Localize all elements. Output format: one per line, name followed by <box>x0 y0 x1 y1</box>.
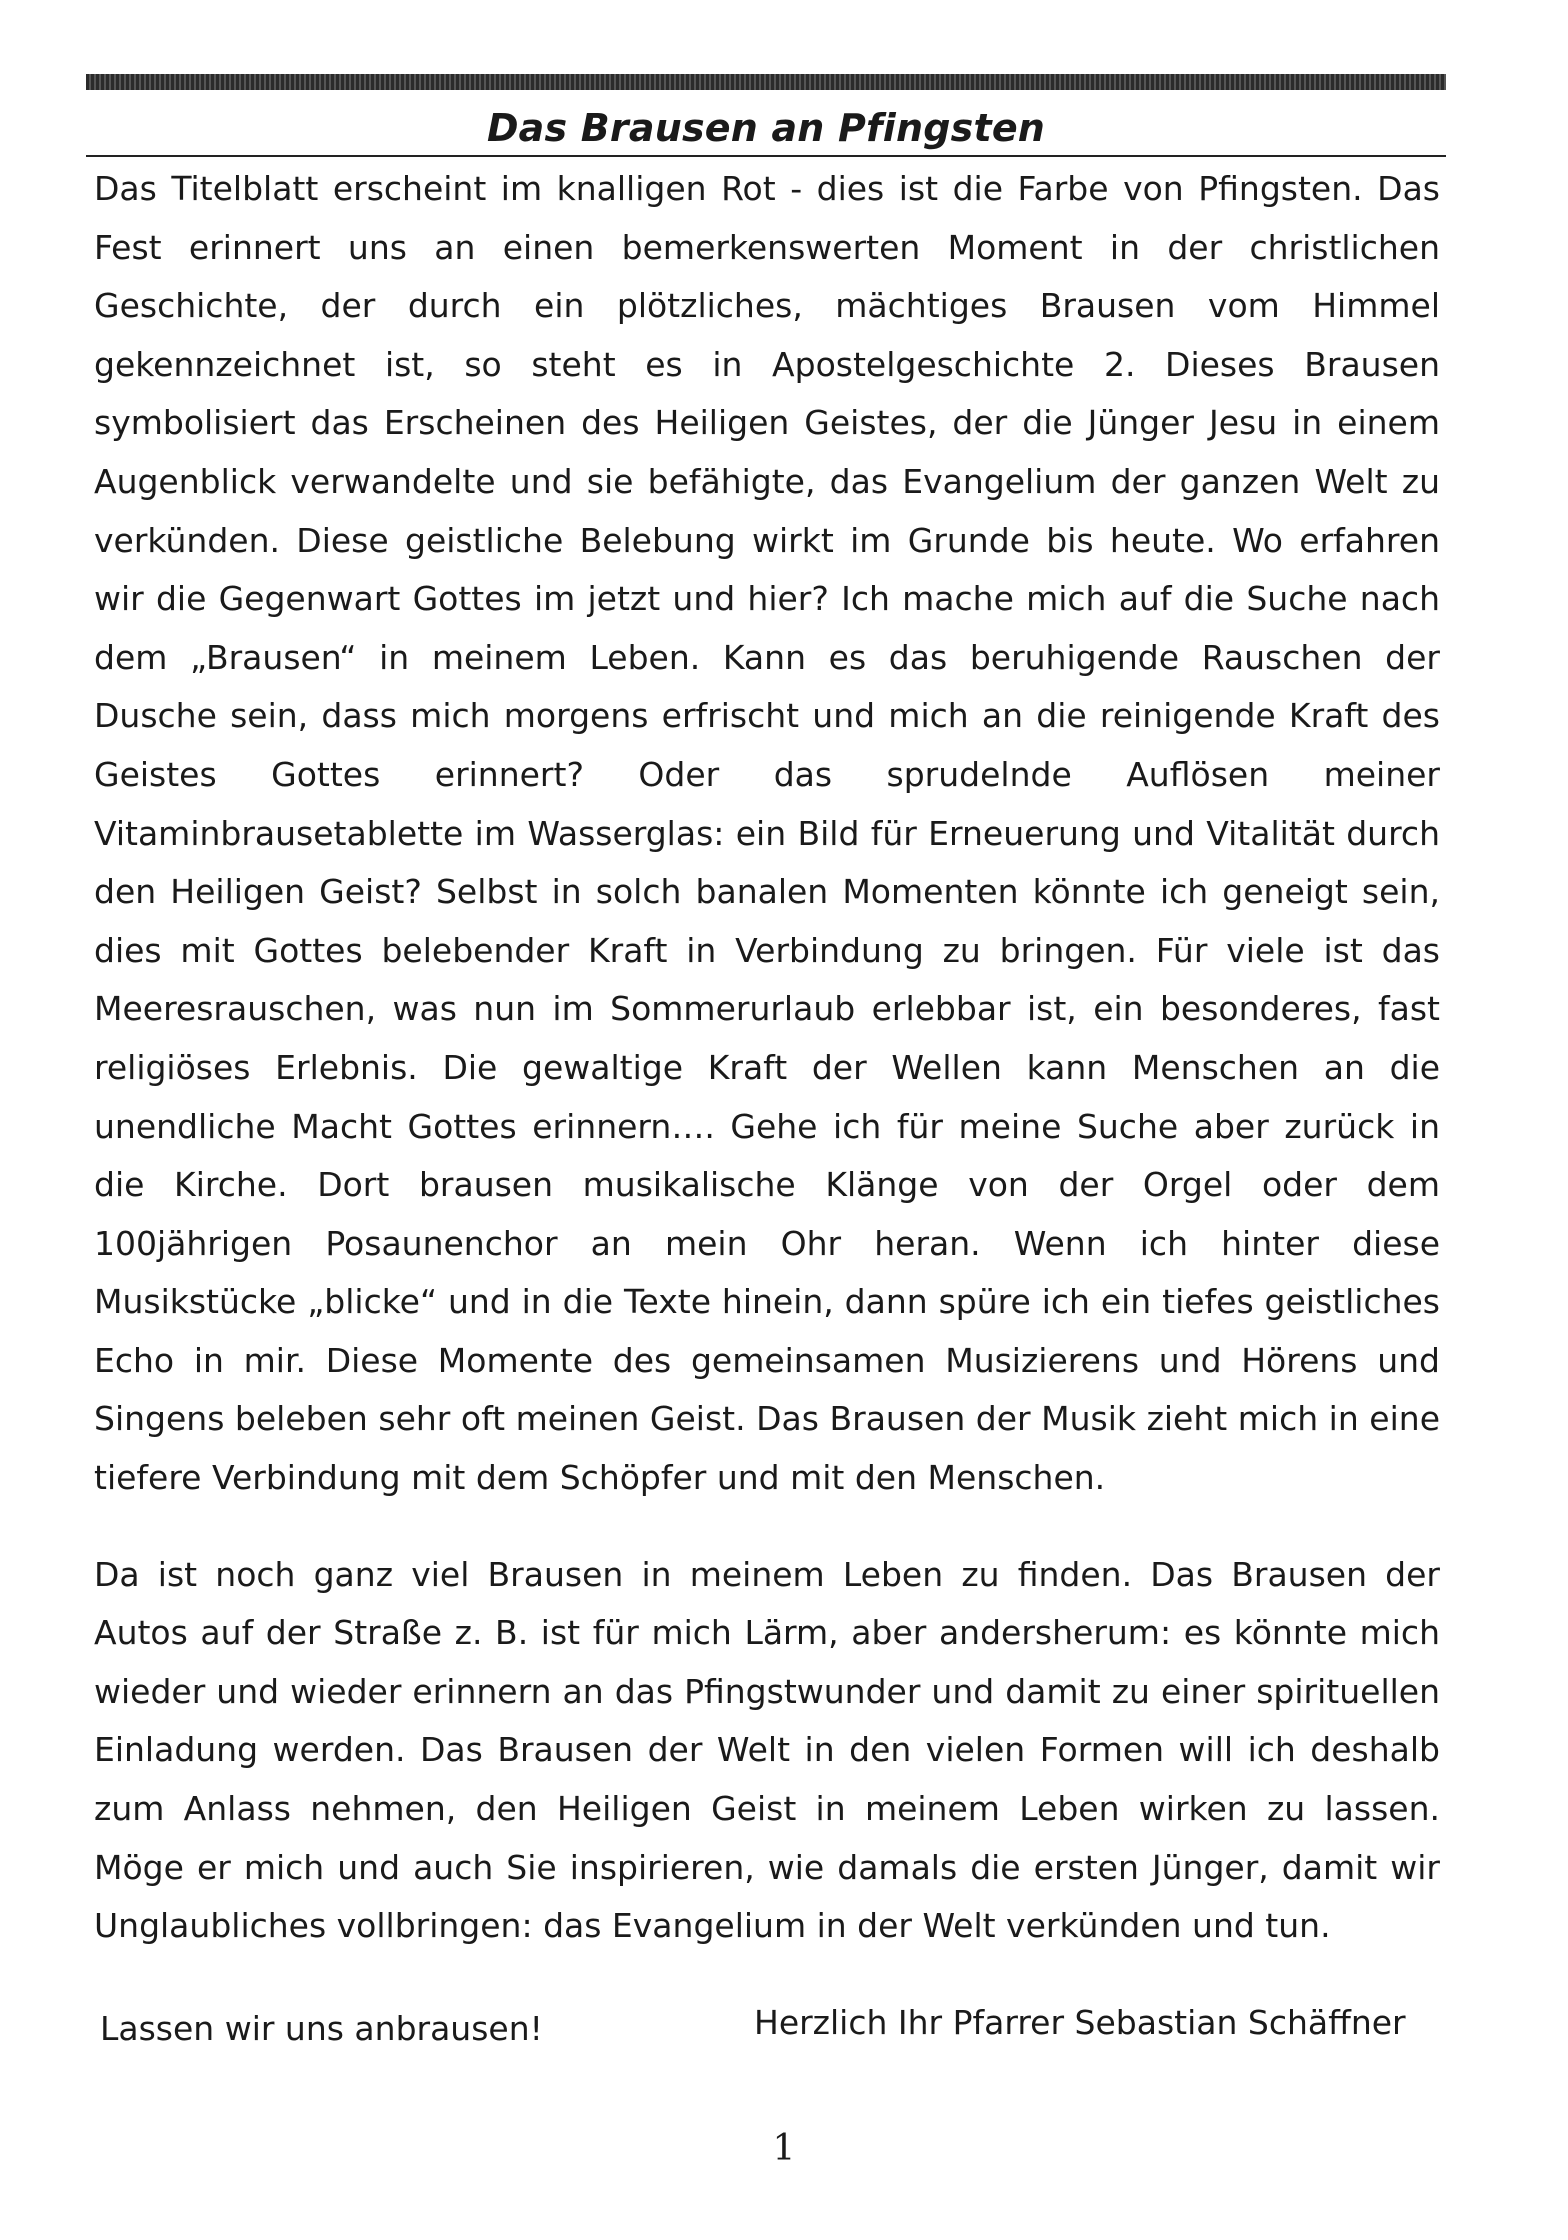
title-underline <box>86 155 1446 157</box>
closing-exclamation: Lassen wir uns anbrausen! <box>100 2009 543 2048</box>
paragraph-1: Das Titelblatt erscheint im knalligen Rot - dies ist die Farbe von Pfingsten. Das Fest erinnert uns an einen bemerkenswerten Moment in der christlichen Geschichte, der durch ein plötzliches, mächtiges Brausen vom Himmel gekennzeichnet ist, so steht es in Apostelgeschichte 2. Dieses Brausen symbolisiert das Erscheinen des Heiligen Geistes, der die Jünger Jesu in einem Augenblick verwandelte und sie befähigte, das Evangelium der ganzen Welt zu verkünden. Diese geistliche Belebung wirkt im Grunde bis heute. Wo erfahren wir die Gegenwart Gottes im jetzt und hier? Ich mache mich auf die Suche nach dem „Brausen“ in meinem Leben. Kann es das beruhigende Rauschen der Dusche sein, dass mich morgens erfrischt und mich an die reinigende Kraft des Geistes Gottes erinnert? Oder das sprudelnde Auflösen meiner Vitaminbrausetablette im Wasserglas: ein Bild für Erneuerung und Vitalität durch den Heiligen Geist? Selbst in solch banalen Momenten könnte ich geneigt sein, dies mit Gottes belebender Kraft in Verbindung zu bringen. Für viele ist das Meeresrauschen, was nun im Sommerurlaub erlebbar ist, ein besonderes, fast religiöses Erlebnis. Die gewaltige Kraft der Wellen kann Menschen an die unendliche Macht Gottes erinnern…. Gehe ich für meine Suche aber zurück in die Kirche. Dort brausen musikalische Klänge von der Orgel oder dem 100jährigen Posaunenchor an mein Ohr heran. Wenn ich hinter diese Musikstücke „blicke“ und in die Texte hinein, dann spüre ich ein tiefes geistliches Echo in mir. Diese Momente des gemeinsamen Musizierens und Hörens und Singens beleben sehr oft meinen Geist. Das Brausen der Musik zieht mich in eine tiefere Verbindung mit dem Schöpfer und mit den Menschen. <box>94 169 1440 1498</box>
header-rule <box>86 74 1446 90</box>
page-title: Das Brausen an Pfingsten <box>486 106 1046 150</box>
paragraph-2: Da ist noch ganz viel Brausen in meinem Leben zu finden. Das Brausen der Autos auf der Straße z. B. ist für mich Lärm, aber andersherum: es könnte mich wieder und wieder erinnern an das Pfingstwunder und damit zu einer spirituellen Einladung werden. Das Brausen der Welt in den vielen Formen will ich deshalb zum Anlass nehmen, den Heiligen Geist in meinem Leben wirken zu lassen. Möge er mich und auch Sie inspirieren, wie damals die ersten Jünger, damit wir Unglaubliches vollbringen: das Evangelium in der Welt verkünden und tun. <box>94 1554 1440 1946</box>
page-number: 1 <box>772 2128 796 2169</box>
article-body <box>94 160 1440 1956</box>
signature: Herzlich Ihr Pfarrer Sebastian Schäffner <box>754 2003 1406 2042</box>
